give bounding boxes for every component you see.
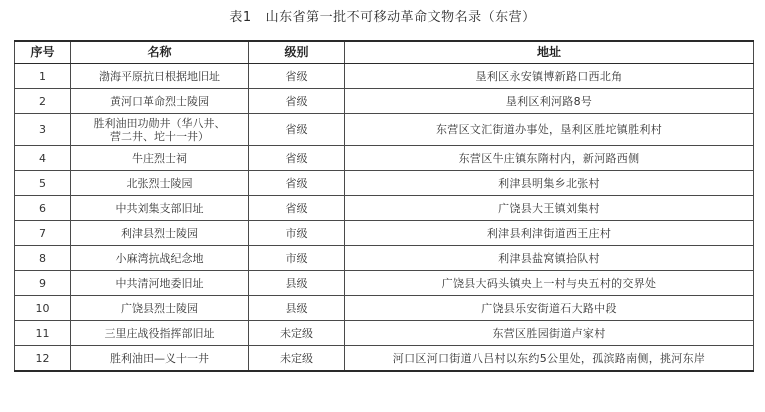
cell-level: 省级 bbox=[249, 196, 345, 221]
cell-level: 未定级 bbox=[249, 321, 345, 346]
table-row bbox=[15, 221, 754, 246]
cell-index: 4 bbox=[15, 146, 71, 171]
cell-name: 牛庄烈士祠 bbox=[71, 146, 249, 171]
cell-address: 垦利区利河路8号 bbox=[345, 89, 754, 114]
cell-level: 省级 bbox=[249, 64, 345, 89]
cell-index: 2 bbox=[15, 89, 71, 114]
cell-index: 11 bbox=[15, 321, 71, 346]
header-level: 级别 bbox=[249, 41, 345, 64]
cell-name-line1: 胜利油田功勋井（华八井、 bbox=[93, 116, 226, 130]
table-label: 表1 bbox=[229, 10, 252, 25]
cell-index: 3 bbox=[15, 114, 71, 146]
cell-level: 省级 bbox=[249, 171, 345, 196]
cell-level: 省级 bbox=[249, 146, 345, 171]
cell-name: 广饶县烈士陵园 bbox=[71, 296, 249, 321]
table-row bbox=[15, 346, 754, 372]
cell-name-line2: 营二井、坨十一井） bbox=[110, 129, 209, 143]
table-row bbox=[15, 171, 754, 196]
cell-address: 东营区文汇街道办事处，垦利区胜坨镇胜利村 bbox=[345, 114, 754, 146]
cell-address: 东营区牛庄镇东隋村内，新河路西侧 bbox=[345, 146, 754, 171]
table-row bbox=[15, 64, 754, 89]
table-row bbox=[15, 114, 754, 146]
cell-level: 县级 bbox=[249, 271, 345, 296]
cell-name: 三里庄战役指挥部旧址 bbox=[71, 321, 249, 346]
table-row bbox=[15, 321, 754, 346]
table-row bbox=[15, 271, 754, 296]
cell-level: 市级 bbox=[249, 246, 345, 271]
table-caption bbox=[0, 6, 765, 25]
table-row bbox=[15, 296, 754, 321]
cell-address: 广饶县大王镇刘集村 bbox=[345, 196, 754, 221]
cell-name: 胜利油田—义十一井 bbox=[71, 346, 249, 372]
cell-address: 广饶县乐安街道石大路中段 bbox=[345, 296, 754, 321]
cell-index: 5 bbox=[15, 171, 71, 196]
header-index: 序号 bbox=[15, 41, 71, 64]
cell-address: 利津县利津街道西王庄村 bbox=[345, 221, 754, 246]
cell-index: 8 bbox=[15, 246, 71, 271]
cell-index: 12 bbox=[15, 346, 71, 372]
cell-index: 9 bbox=[15, 271, 71, 296]
cell-level: 县级 bbox=[249, 296, 345, 321]
table-row bbox=[15, 146, 754, 171]
cell-level: 市级 bbox=[249, 221, 345, 246]
heritage-table-container bbox=[14, 40, 753, 372]
cell-name: 北张烈士陵园 bbox=[71, 171, 249, 196]
cell-address: 东营区胜园街道卢家村 bbox=[345, 321, 754, 346]
cell-name: 黄河口革命烈士陵园 bbox=[71, 89, 249, 114]
cell-index: 1 bbox=[15, 64, 71, 89]
cell-address: 利津县盐窝镇拾队村 bbox=[345, 246, 754, 271]
cell-index: 6 bbox=[15, 196, 71, 221]
cell-address: 垦利区永安镇博新路口西北角 bbox=[345, 64, 754, 89]
cell-address: 利津县明集乡北张村 bbox=[345, 171, 754, 196]
table-row bbox=[15, 89, 754, 114]
heritage-table bbox=[14, 40, 754, 372]
cell-name: 利津县烈士陵园 bbox=[71, 221, 249, 246]
table-row bbox=[15, 196, 754, 221]
cell-name: 渤海平原抗日根据地旧址 bbox=[71, 64, 249, 89]
cell-name: 中共刘集支部旧址 bbox=[71, 196, 249, 221]
table-row bbox=[15, 246, 754, 271]
table-header-row bbox=[15, 41, 754, 64]
cell-level: 省级 bbox=[249, 114, 345, 146]
cell-name: 小麻湾抗战纪念地 bbox=[71, 246, 249, 271]
cell-name bbox=[71, 114, 249, 146]
cell-index: 7 bbox=[15, 221, 71, 246]
cell-address: 广饶县大码头镇央上一村与央五村的交界处 bbox=[345, 271, 754, 296]
cell-address: 河口区河口街道八吕村以东约5公里处，孤滨路南侧，挑河东岸 bbox=[345, 346, 754, 372]
header-name: 名称 bbox=[71, 41, 249, 64]
cell-level: 省级 bbox=[249, 89, 345, 114]
header-address: 地址 bbox=[345, 41, 754, 64]
cell-level: 未定级 bbox=[249, 346, 345, 372]
table-title: 山东省第一批不可移动革命文物名录（东营） bbox=[265, 10, 536, 25]
cell-name: 中共清河地委旧址 bbox=[71, 271, 249, 296]
cell-index: 10 bbox=[15, 296, 71, 321]
